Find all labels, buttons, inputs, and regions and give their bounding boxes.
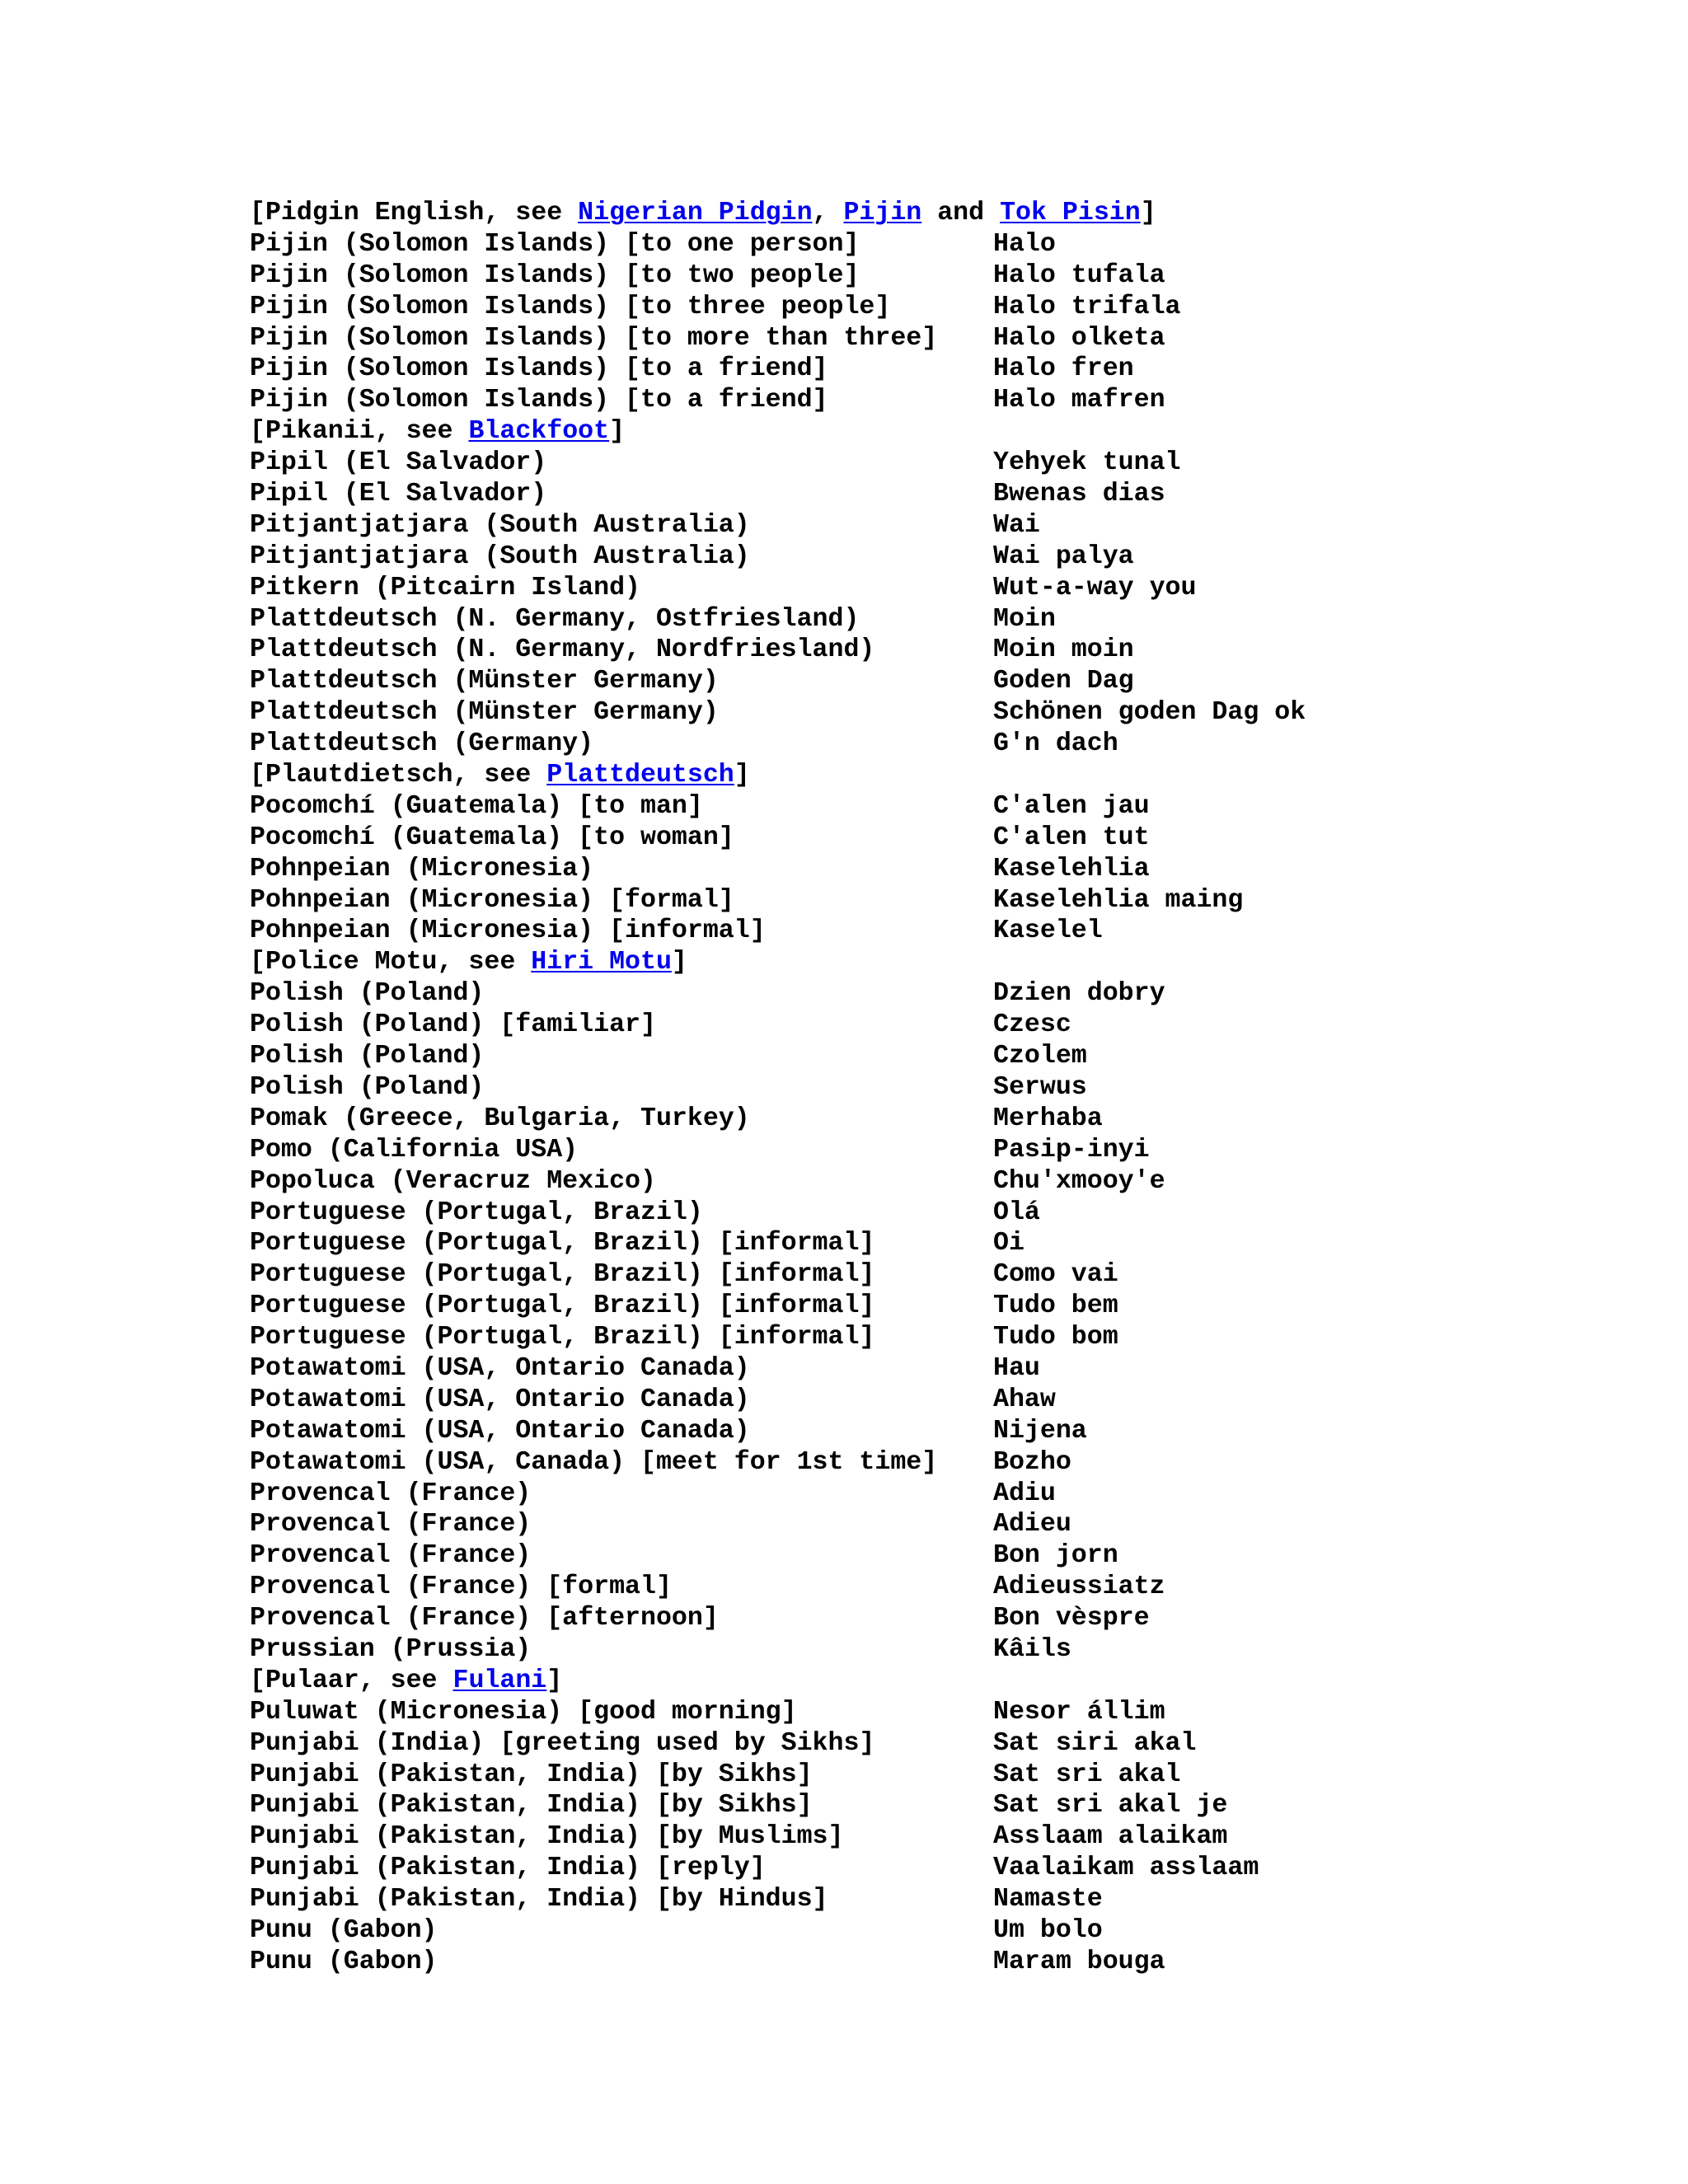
language-name: Pitkern (Pitcairn Island) [250, 573, 640, 602]
cross-reference-text: and [921, 199, 1001, 227]
language-name: Punu (Gabon) [250, 1947, 438, 1976]
cross-reference-note [250, 947, 1306, 978]
cross-reference-note [250, 416, 1306, 448]
cross-reference-text: [Pulaar, see [250, 1666, 453, 1695]
language-name: Pohnpeian (Micronesia) [informal] [250, 916, 766, 946]
greeting-text: Moin moin [993, 635, 1134, 665]
language-name: Pijin (Solomon Islands) [to two people] [250, 260, 860, 290]
language-name: Portuguese (Portugal, Brazil) [250, 1197, 703, 1227]
greeting-entry-row [250, 729, 1306, 760]
language-name: Pohnpeian (Micronesia) [formal] [250, 885, 734, 915]
greeting-text: Czolem [993, 1042, 1087, 1071]
language-name: Potawatomi (USA, Ontario Canada) [250, 1385, 750, 1414]
greeting-entry-row [250, 1228, 1306, 1259]
greeting-text: Namaste [993, 1885, 1103, 1915]
cross-reference-link[interactable]: Blackfoot [468, 417, 610, 447]
language-name: Punjabi (Pakistan, India) [reply] [250, 1854, 766, 1883]
language-name: Potawatomi (USA, Ontario Canada) [250, 1353, 750, 1383]
greeting-entry-row [250, 292, 1306, 323]
greeting-entry-row [250, 1603, 1306, 1634]
greeting-entry-row [250, 1479, 1306, 1510]
greeting-text: Wai palya [993, 541, 1134, 571]
greeting-text: Schönen goden Dag ok [993, 698, 1306, 728]
language-name: Polish (Poland) [250, 1072, 485, 1102]
cross-reference-text: ] [546, 1666, 563, 1695]
language-name: Punjabi (Pakistan, India) [by Sikhs] [250, 1760, 813, 1789]
greeting-entry-row [250, 1760, 1306, 1791]
greeting-entry-row [250, 1135, 1306, 1166]
greeting-entry-row [250, 1104, 1306, 1135]
greeting-text: Adieussiatz [993, 1572, 1165, 1602]
greeting-entry-row [250, 1728, 1306, 1760]
cross-reference-text: , [812, 199, 844, 227]
cross-reference-text: [Pikanii, see [250, 417, 469, 447]
language-name: Punjabi (Pakistan, India) [by Hindus] [250, 1885, 828, 1915]
greeting-entry-row [250, 1697, 1306, 1728]
greeting-text: Ahaw [993, 1385, 1056, 1414]
greeting-entry-row [250, 1509, 1306, 1540]
cross-reference-text: ] [1140, 199, 1156, 227]
language-name: Provencal (France) [250, 1541, 532, 1571]
language-name: Pohnpeian (Micronesia) [250, 854, 594, 883]
greeting-entry-row [250, 1322, 1306, 1353]
greeting-entry-row [250, 604, 1306, 635]
greeting-entry-row [250, 916, 1306, 947]
greeting-text: Asslaam alaikam [993, 1822, 1228, 1852]
greeting-entry-row [250, 1197, 1306, 1229]
language-name: Popoluca (Veracruz Mexico) [250, 1166, 656, 1196]
greeting-entry-row [250, 1853, 1306, 1884]
language-name: Plattdeutsch (N. Germany, Nordfriesland) [250, 635, 875, 665]
greeting-text: Wut-a-way you [993, 573, 1197, 602]
greeting-text: Goden Dag [993, 667, 1134, 696]
greeting-text: Tudo bom [993, 1323, 1118, 1352]
greeting-entry-row [250, 1447, 1306, 1479]
greeting-entry-row [250, 510, 1306, 541]
greeting-text: Moin [993, 604, 1056, 634]
greeting-text: Halo fren [993, 354, 1134, 384]
greeting-entry-row [250, 1385, 1306, 1416]
greeting-entry-row [250, 323, 1306, 354]
greeting-text: Merhaba [993, 1104, 1103, 1133]
greeting-text: Serwus [993, 1072, 1087, 1102]
language-name: Puluwat (Micronesia) [good morning] [250, 1697, 797, 1727]
greeting-entry-row [250, 229, 1306, 260]
greeting-entry-row [250, 573, 1306, 604]
language-name: Punjabi (Pakistan, India) [by Muslims] [250, 1822, 844, 1852]
greeting-entry-row [250, 1540, 1306, 1572]
greeting-text: Adieu [993, 1510, 1071, 1540]
language-name: Plattdeutsch (Münster Germany) [250, 667, 719, 696]
greeting-text: Nijena [993, 1416, 1087, 1446]
language-name: Prussian (Prussia) [250, 1634, 532, 1664]
greeting-text: Kaselehlia [993, 854, 1150, 883]
greeting-entry-row [250, 1821, 1306, 1853]
cross-reference-link[interactable]: Tok Pisin [1000, 199, 1141, 227]
language-name: Portuguese (Portugal, Brazil) [informal] [250, 1323, 875, 1352]
greeting-entry-row [250, 1790, 1306, 1821]
language-name: Plattdeutsch (Münster Germany) [250, 698, 719, 728]
language-name: Portuguese (Portugal, Brazil) [informal] [250, 1291, 875, 1321]
cross-reference-link[interactable]: Nigerian Pidgin [578, 199, 813, 227]
language-name: Pijin (Solomon Islands) [to a friend] [250, 354, 828, 384]
language-name: Polish (Poland) [250, 1042, 485, 1071]
language-name: Provencal (France) [afternoon] [250, 1604, 719, 1633]
cross-reference-link[interactable]: Plattdeutsch [546, 761, 734, 790]
cross-reference-link[interactable]: Pijin [843, 199, 922, 227]
greeting-text: Kaselel [993, 916, 1103, 946]
greeting-entry-row [250, 1416, 1306, 1447]
cross-reference-text: ] [671, 948, 687, 977]
greeting-text: Yehyek tunal [993, 448, 1181, 478]
greeting-entry-row [250, 823, 1306, 854]
greeting-text: Chu'xmooy'e [993, 1166, 1165, 1196]
greeting-text: Bon vèspre [993, 1604, 1150, 1633]
greeting-text: Kaselehlia maing [993, 885, 1244, 915]
greeting-text: Kâils [993, 1634, 1071, 1664]
greeting-text: Halo tufala [993, 260, 1165, 290]
language-name: Polish (Poland) [familiar] [250, 1010, 656, 1040]
greeting-text: Sat sri akal je [993, 1791, 1228, 1821]
language-name: Pitjantjatjara (South Australia) [250, 510, 750, 540]
greeting-text: Dzien dobry [993, 979, 1165, 1009]
greeting-text: Czesc [993, 1010, 1071, 1040]
language-name: Pijin (Solomon Islands) [to three people] [250, 292, 891, 321]
cross-reference-text: [Pidgin English, see [250, 199, 579, 227]
greeting-entry-row [250, 854, 1306, 885]
language-name: Pijin (Solomon Islands) [to more than three] [250, 323, 938, 353]
greeting-text: Wai [993, 510, 1040, 540]
greeting-text: Bwenas dias [993, 480, 1165, 509]
greeting-text: Como vai [993, 1260, 1118, 1290]
cross-reference-link[interactable]: Fulani [452, 1666, 547, 1695]
greeting-text: Halo olketa [993, 323, 1165, 353]
greeting-entry-row [250, 791, 1306, 823]
greeting-text: Olá [993, 1197, 1040, 1227]
greeting-entry-row [250, 1166, 1306, 1197]
greeting-entry-row [250, 1353, 1306, 1385]
greeting-text: Oi [993, 1229, 1025, 1258]
cross-reference-text: [Plautdietsch, see [250, 761, 547, 790]
language-name: Pomo (California USA) [250, 1135, 579, 1165]
greeting-entry-row [250, 1259, 1306, 1291]
greeting-text: Adiu [993, 1479, 1056, 1508]
greeting-entry-row [250, 448, 1306, 479]
language-name: Polish (Poland) [250, 979, 485, 1009]
language-name: Pijin (Solomon Islands) [to a friend] [250, 386, 828, 415]
language-name: Portuguese (Portugal, Brazil) [informal] [250, 1229, 875, 1258]
language-name: Pijin (Solomon Islands) [to one person] [250, 229, 860, 259]
cross-reference-link[interactable]: Hiri Motu [531, 948, 672, 977]
language-name: Pocomchí (Guatemala) [to woman] [250, 823, 734, 852]
cross-reference-text: [Police Motu, see [250, 948, 532, 977]
language-name: Potawatomi (USA, Ontario Canada) [250, 1416, 750, 1446]
greeting-text: Halo [993, 229, 1056, 259]
greeting-entry-row [250, 1010, 1306, 1041]
greeting-entry-row [250, 479, 1306, 510]
greeting-text: Bon jorn [993, 1541, 1118, 1571]
cross-reference-note [250, 1666, 1306, 1697]
language-name: Pocomchí (Guatemala) [to man] [250, 791, 703, 821]
greeting-text: Sat sri akal [993, 1760, 1181, 1789]
greeting-text: C'alen jau [993, 791, 1150, 821]
greeting-entry-row [250, 260, 1306, 292]
greeting-text: Vaalaikam asslaam [993, 1854, 1259, 1883]
greeting-text: Halo mafren [993, 386, 1165, 415]
language-name: Provencal (France) [250, 1479, 532, 1508]
greeting-text: Nesor állim [993, 1697, 1165, 1727]
greeting-entry-row [250, 635, 1306, 666]
greeting-entry-row [250, 1041, 1306, 1072]
greeting-entry-row [250, 354, 1306, 385]
greeting-entry-row [250, 1947, 1306, 1978]
greeting-text: Sat siri akal [993, 1728, 1197, 1758]
greeting-text: Pasip-inyi [993, 1135, 1150, 1165]
greeting-entry-row [250, 1884, 1306, 1915]
greeting-entry-row [250, 1634, 1306, 1666]
language-name: Portuguese (Portugal, Brazil) [informal] [250, 1260, 875, 1290]
language-name: Punjabi (Pakistan, India) [by Sikhs] [250, 1791, 813, 1821]
cross-reference-text: ] [734, 761, 750, 790]
language-name: Punu (Gabon) [250, 1915, 438, 1945]
language-name: Pitjantjatjara (South Australia) [250, 541, 750, 571]
cross-reference-note [250, 760, 1306, 791]
greetings-listing [250, 198, 1306, 1978]
greeting-entry-row [250, 978, 1306, 1010]
cross-reference-text: ] [609, 417, 626, 447]
greeting-text: Hau [993, 1353, 1040, 1383]
greeting-entry-row [250, 1915, 1306, 1947]
language-name: Plattdeutsch (Germany) [250, 729, 594, 759]
greeting-entry-row [250, 697, 1306, 729]
greeting-text: G'n dach [993, 729, 1118, 759]
language-name: Provencal (France) [250, 1510, 532, 1540]
cross-reference-note [250, 198, 1306, 229]
greeting-entry-row [250, 1072, 1306, 1104]
language-name: Plattdeutsch (N. Germany, Ostfriesland) [250, 604, 860, 634]
greeting-entry-row [250, 1572, 1306, 1603]
greeting-text: Maram bouga [993, 1947, 1165, 1976]
greeting-entry-row [250, 666, 1306, 697]
greeting-text: C'alen tut [993, 823, 1150, 852]
greeting-text: Bozho [993, 1447, 1071, 1477]
greeting-text: Tudo bem [993, 1291, 1118, 1321]
language-name: Punjabi (India) [greeting used by Sikhs] [250, 1728, 875, 1758]
greeting-entry-row [250, 1291, 1306, 1322]
language-name: Pipil (El Salvador) [250, 480, 547, 509]
greeting-entry-row [250, 885, 1306, 916]
language-name: Provencal (France) [formal] [250, 1572, 672, 1602]
language-name: Pipil (El Salvador) [250, 448, 547, 478]
greeting-text: Halo trifala [993, 292, 1181, 321]
greeting-text: Um bolo [993, 1915, 1103, 1945]
greeting-entry-row [250, 541, 1306, 573]
language-name: Pomak (Greece, Bulgaria, Turkey) [250, 1104, 750, 1133]
language-name: Potawatomi (USA, Canada) [meet for 1st time] [250, 1447, 938, 1477]
greeting-entry-row [250, 385, 1306, 416]
